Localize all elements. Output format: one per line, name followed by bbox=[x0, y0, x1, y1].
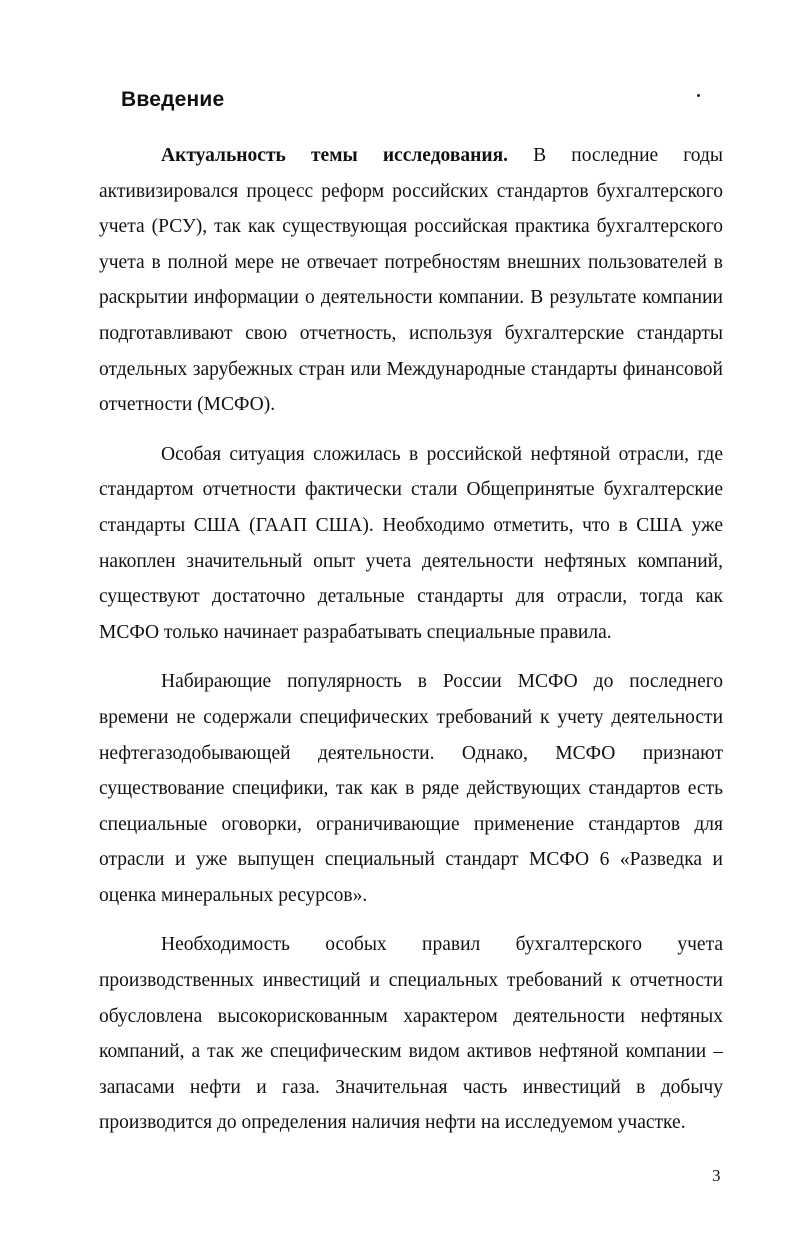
body-text bbox=[99, 138, 723, 1155]
paragraph-text: В последние годы активизировался процесс реформ российских стандартов бухгалтерского учета (РСУ), так как существующая российская практика бухгалтерского учета в полной мере не отвечает потребностям внешних пользователей в раскрытии информации о деятельности компании. В результате компании подготавливают свою отчетность, используя бухгалтерские стандарты отдельных зарубежных стран или Международные стандарты финансовой отчетности (МСФО). bbox=[99, 145, 724, 416]
paragraph-lead: Актуальность темы исследования. bbox=[161, 145, 509, 166]
page-number: 3 bbox=[712, 1166, 721, 1185]
paragraph-special-rules: Необходимость особых правил бухгалтерского учета производственных инвестиций и специальных требований к отчетности обусловлена высокорискованным характером деятельности нефтяных компаний, а так же специфическим видом активов нефтяной компании – запасами нефти и газа. Значительная часть инвестиций в добычу производится до определения наличия нефти на исследуемом участке. bbox=[99, 934, 723, 1134]
paragraph-oil-industry: Особая ситуация сложилась в российской нефтяной отрасли, где стандартом отчетности фактически стали Общепринятые бухгалтерские стандарты США (ГААП США). Необходимо отметить, что в США уже накоплен значительный опыт учета деятельности нефтяных компаний, существуют достаточно детальные стандарты для отрасли, тогда как МСФО только начинает разрабатывать специальные правила. bbox=[99, 443, 723, 643]
section-heading: Введение bbox=[121, 88, 225, 111]
paragraph-ifrs: Набирающие популярность в России МСФО до последнего времени не содержали специфических требований к учету деятельности нефтегазодобывающей деятельности. Однако, МСФО признают существование специфики, так как в ряде действующих стандартов есть специальные оговорки, ограничивающие применение стандартов для отрасли и уже выпущен специальный стандарт МСФО 6 «Разведка и оценка минеральных ресурсов». bbox=[99, 671, 723, 906]
paragraph-relevance bbox=[99, 138, 723, 423]
scan-speck bbox=[697, 94, 700, 97]
